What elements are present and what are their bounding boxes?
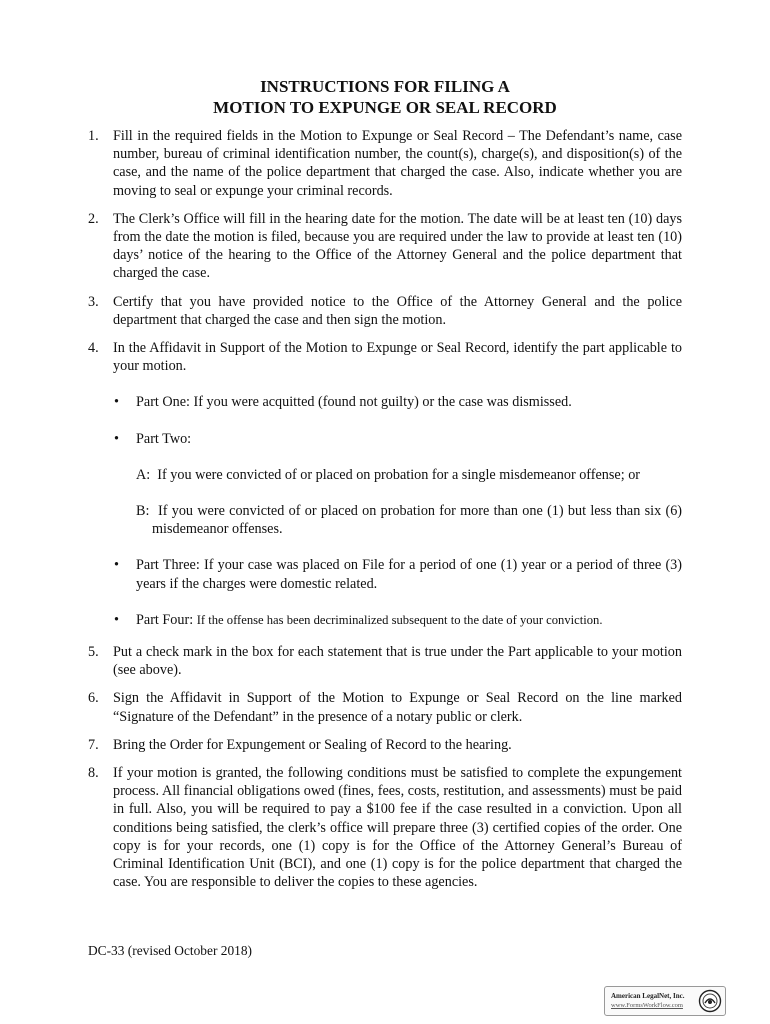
part-three-bullet bbox=[88, 556, 682, 592]
instructions-list bbox=[88, 127, 682, 902]
part-two-text: Part Two: bbox=[136, 430, 192, 447]
item-text: Bring the Order for Expungement or Sealing of Record to the hearing. bbox=[113, 736, 512, 753]
part-one-bullet bbox=[88, 393, 682, 411]
item-number: 1. bbox=[88, 128, 99, 144]
item-number: 2. bbox=[88, 210, 99, 227]
part-two-bullet bbox=[88, 430, 682, 448]
item-text: If your motion is granted, the following conditions must be satisfied to complete the expungement process. All financial obligations owed (fines, fees, costs, restitution, and assessments) must be paid in full. Also, you will be required to pay a $100 fee if the case resulted in a conviction. Upon all conditions being satisfied, the clerk’s office will prepare three (3) certified copies of the order. One copy is for your records, one (1) copy is for the Office of the Attorney General’s Bureau of Criminal Identification Unit (BCI), and one (1) copy is for the police department that charged the case. You are responsible to deliver the copies to these agencies. bbox=[113, 765, 682, 891]
item-number: 6. bbox=[88, 690, 99, 707]
item-text: The Clerk’s Office will fill in the hearing date for the motion. The date will be at least ten (10) days from the date the motion is filed, because you are required under the law to provide at least ten (10) days’ notice of the hearing to the Office of the Attorney General and the police department that charged the case. bbox=[113, 210, 682, 282]
option-label: A: bbox=[136, 466, 151, 483]
instruction-item-2 bbox=[88, 210, 682, 283]
part-four-bullet bbox=[88, 611, 682, 629]
item-text: In the Affidavit in Support of the Motion to Expunge or Seal Record, identify the part applicable to your motion. bbox=[113, 340, 682, 375]
instruction-item-6 bbox=[88, 689, 682, 725]
item-number: 7. bbox=[88, 736, 99, 753]
part-three-text: Part Three: If your case was placed on File for a period of one (1) year or a period of three (3) years if the charges were domestic related. bbox=[136, 557, 682, 592]
part-four-label: Part Four: bbox=[136, 611, 194, 628]
part-one-text: Part One: If you were acquitted (found not guilty) or the case was dismissed. bbox=[136, 394, 572, 411]
item-text: Certify that you have provided notice to the Office of the Attorney General and the police department that charged the case and then sign the motion. bbox=[113, 293, 682, 328]
item-number: 5. bbox=[88, 644, 99, 661]
title-line-1: INSTRUCTIONS FOR FILING A bbox=[260, 77, 510, 96]
option-label: B: bbox=[136, 503, 150, 520]
part-four-text: If the offense has been decriminalized subsequent to the date of your conviction. bbox=[196, 612, 603, 627]
item-number: 8. bbox=[88, 765, 99, 782]
bullet-icon: • bbox=[114, 394, 119, 411]
instruction-item-4 bbox=[88, 339, 682, 375]
item-number: 3. bbox=[88, 293, 99, 310]
part-two-option-a bbox=[88, 466, 682, 484]
logo-url[interactable]: www.FormsWorkFlow.com bbox=[611, 1002, 683, 1009]
instruction-item-8 bbox=[88, 764, 682, 891]
instruction-item-5 bbox=[88, 643, 682, 679]
option-text: If you were convicted of or placed on probation for more than one (1) but less than six (6) misdemeanor offenses. bbox=[152, 503, 683, 538]
logo-name: American LegalNet, Inc. bbox=[611, 992, 685, 1000]
item-text: Sign the Affidavit in Support of the Motion to Expunge or Seal Record on the line marked “Signature of the Defendant” in the presence of a notary public or clerk. bbox=[113, 690, 682, 725]
instruction-item-3 bbox=[88, 293, 682, 329]
legalnet-seal-icon bbox=[698, 989, 722, 1013]
item-text: Fill in the required fields in the Motion to Expunge or Seal Record – The Defendant’s name, case number, bureau of criminal identification number, the count(s), charge(s), and disposition(s) of the case, and the name of the police department that charged the case. Also, indicate whether you are moving to seal or expunge your criminal records. bbox=[113, 128, 682, 199]
bullet-icon: • bbox=[114, 557, 119, 574]
parts-list bbox=[88, 393, 682, 629]
document-title bbox=[0, 76, 770, 118]
item-text: Put a check mark in the box for each statement that is true under the Part applicable to your motion (see above). bbox=[113, 644, 682, 679]
instruction-item-7 bbox=[88, 736, 682, 754]
option-text: If you were convicted of or placed on probation for a single misdemeanor offense; or bbox=[157, 466, 641, 483]
instruction-item-1 bbox=[88, 127, 682, 200]
bullet-icon: • bbox=[114, 430, 119, 447]
form-revision-footer: DC-33 (revised October 2018) bbox=[88, 943, 252, 958]
bullet-icon: • bbox=[114, 611, 119, 628]
part-two-option-b bbox=[88, 502, 682, 538]
publisher-logo bbox=[604, 986, 726, 1016]
title-line-2: MOTION TO EXPUNGE OR SEAL RECORD bbox=[213, 98, 557, 117]
item-number: 4. bbox=[88, 340, 99, 357]
